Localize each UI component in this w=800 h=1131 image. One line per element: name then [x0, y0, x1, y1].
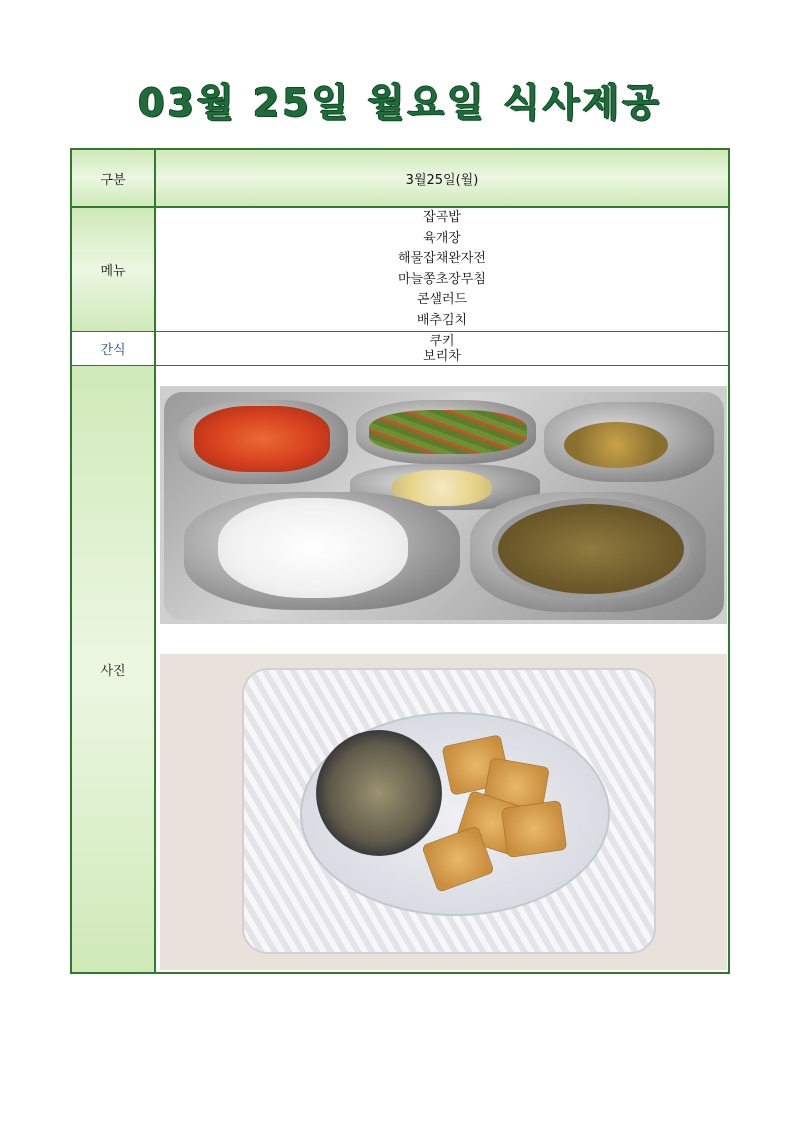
menu-label: 메뉴	[72, 208, 156, 331]
menu-item: 잡곡밥	[423, 210, 461, 225]
metal-tray	[164, 392, 724, 620]
date-cell: 3월25일(월)	[156, 150, 728, 206]
photo-label: 사진	[72, 366, 156, 972]
snack-label: 간식	[72, 332, 156, 365]
snack-photo	[160, 654, 727, 970]
header-row	[72, 150, 728, 208]
tea-cup	[316, 730, 442, 856]
menu-row	[72, 208, 728, 332]
cookie	[501, 800, 567, 858]
snack-item: 보리차	[423, 348, 461, 364]
snack-item: 쿠키	[429, 333, 455, 349]
rice-dish	[218, 498, 408, 598]
menu-item: 배추김치	[416, 312, 468, 328]
menu-item: 육개장	[423, 230, 461, 246]
kimchi-dish	[194, 406, 330, 472]
soup-bowl	[492, 498, 690, 600]
snack-list	[156, 332, 728, 365]
garlic-stem-dish	[369, 410, 527, 454]
snack-row	[72, 332, 728, 366]
menu-item: 마늘쫑초장무침	[398, 271, 486, 287]
menu-list	[156, 208, 728, 331]
category-label: 구분	[72, 150, 156, 206]
photo-row	[72, 366, 728, 972]
menu-item: 해물잡채완자전	[398, 251, 486, 266]
pancake-dish	[564, 422, 668, 468]
page-title: 03월 25일 월요일 식사제공	[138, 81, 662, 125]
lunch-tray-photo	[160, 386, 727, 624]
meal-table	[70, 148, 730, 974]
menu-item: 콘샐러드	[416, 292, 468, 307]
